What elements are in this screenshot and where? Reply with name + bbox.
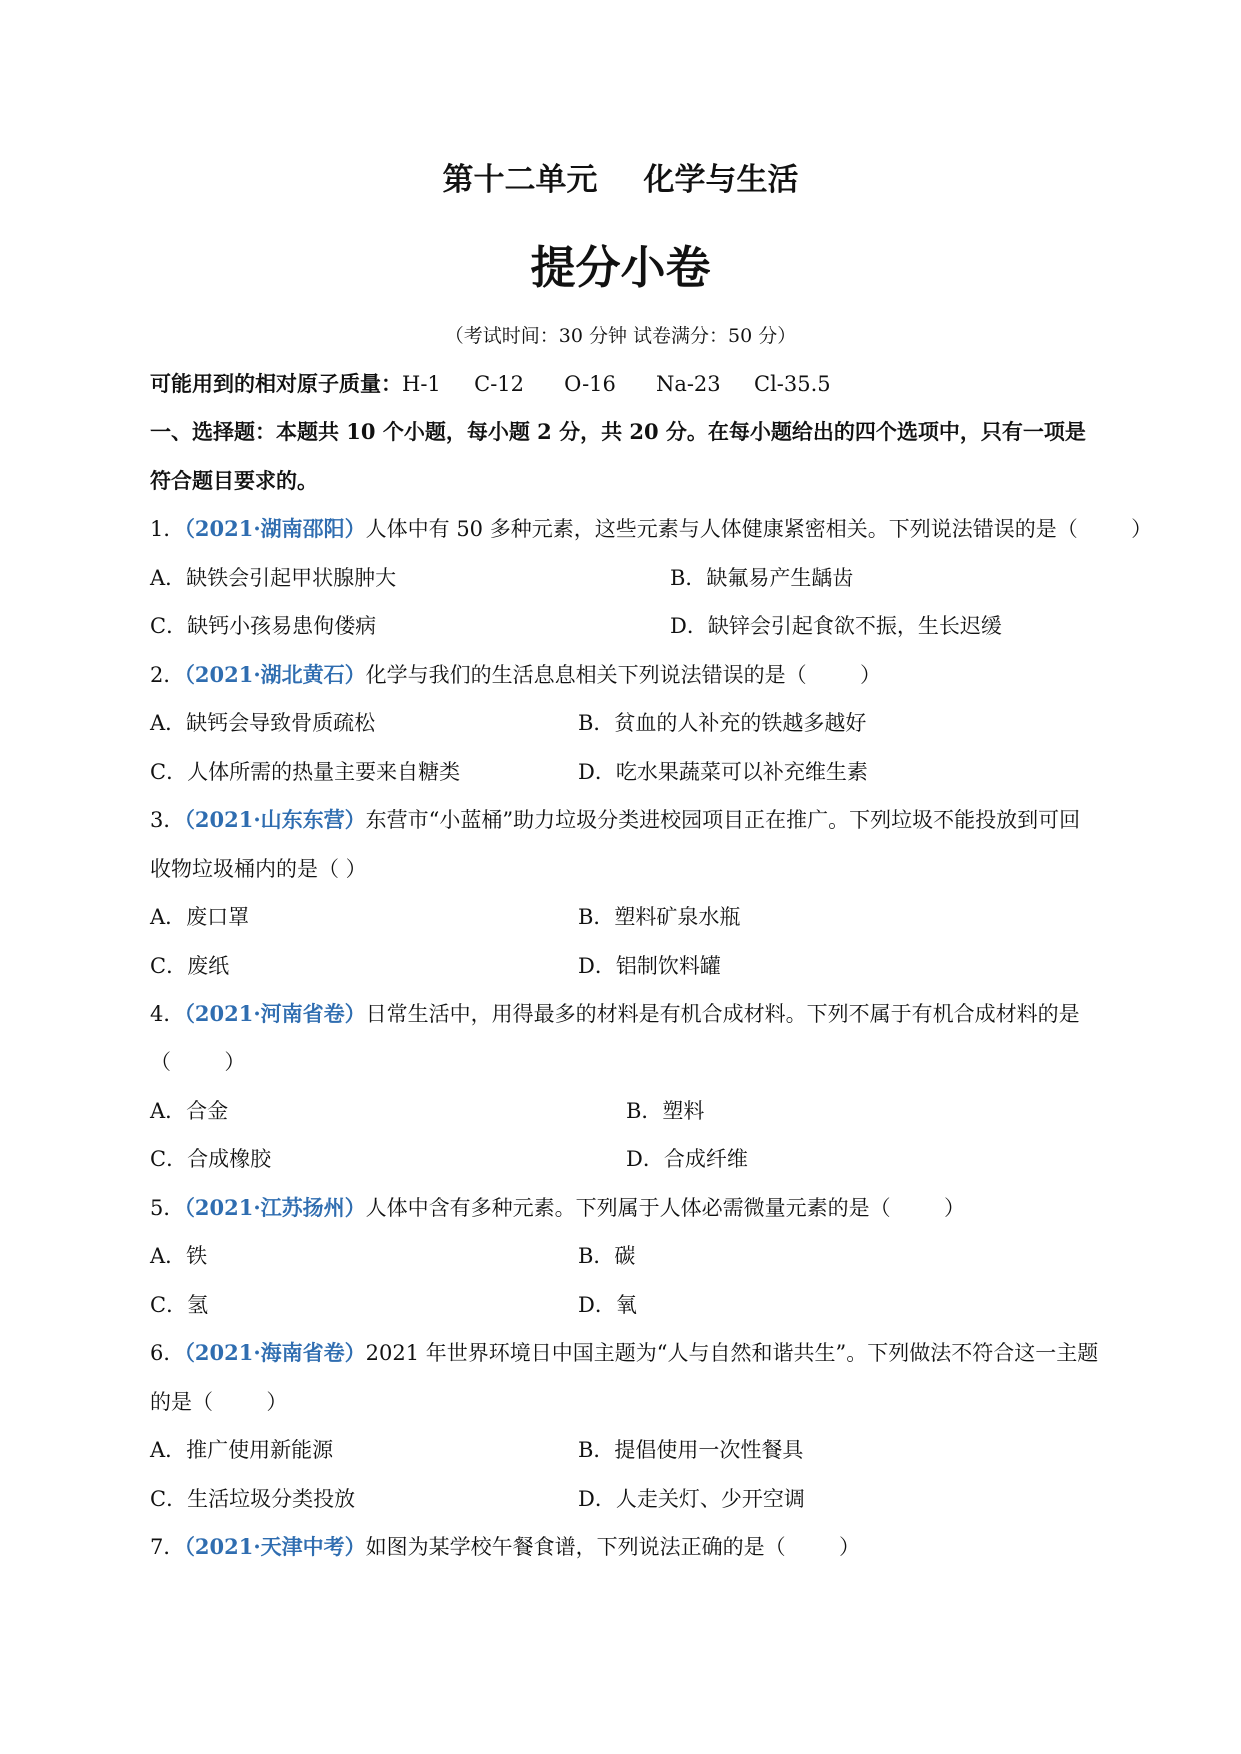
q3-option-d: D．铝制饮料罐 bbox=[578, 954, 721, 978]
question-4 bbox=[150, 1000, 1080, 1028]
question-source: （2021·河南省卷） bbox=[184, 1001, 366, 1026]
question-source: （2021·山东东营） bbox=[184, 807, 366, 832]
question-number: 4． bbox=[150, 1002, 185, 1026]
q1-option-c: C．缺钙小孩易患佝偻病 bbox=[150, 614, 377, 638]
question-source: （2021·海南省卷） bbox=[184, 1340, 366, 1365]
q6-option-b: B．提倡使用一次性餐具 bbox=[578, 1438, 804, 1462]
question-6-continued: 的是（ ） bbox=[150, 1390, 288, 1414]
q6-option-d: D．人走关灯、少开空调 bbox=[578, 1487, 805, 1511]
question-number: 3． bbox=[150, 808, 185, 832]
paper-subtitle: 提分小卷 bbox=[530, 241, 711, 294]
question-text: 化学与我们的生活息息相关下列说法错误的是（ ） bbox=[365, 663, 882, 687]
q4-option-c: C．合成橡胶 bbox=[150, 1147, 272, 1171]
q1-option-d: D．缺锌会引起食欲不振，生长迟缓 bbox=[670, 614, 1002, 638]
section-heading-line1: 一、选择题：本题共 10 个小题，每小题 2 分，共 20 分。在每小题给出的四个选项中，只有一项是 bbox=[150, 419, 1086, 444]
q5-option-a: A．铁 bbox=[150, 1244, 208, 1268]
q4-option-a: A．合金 bbox=[150, 1099, 229, 1123]
question-1 bbox=[150, 515, 1152, 543]
question-text: 东营市“小蓝桶”助力垃圾分类进校园项目正在推广。下列垃圾不能投放到可回 bbox=[365, 808, 1081, 832]
question-7 bbox=[150, 1533, 860, 1561]
question-6 bbox=[150, 1339, 1098, 1367]
exam-info: （考试时间：30 分钟 试卷满分：50 分） bbox=[444, 325, 797, 347]
question-3-continued: 收物垃圾桶内的是（ ） bbox=[150, 857, 367, 881]
atomic-mass-values: H-1 C-12 O-16 Na-23 Cl-35.5 bbox=[402, 372, 831, 396]
question-text: 2021 年世界环境日中国主题为“人与自然和谐共生”。下列做法不符合这一主题 bbox=[365, 1341, 1099, 1365]
question-text: 如图为某学校午餐食谱，下列说法正确的是（ ） bbox=[365, 1535, 861, 1559]
q2-option-a: A．缺钙会导致骨质疏松 bbox=[150, 711, 376, 735]
question-source: （2021·湖南邵阳） bbox=[184, 516, 366, 541]
q5-option-c: C．氢 bbox=[150, 1293, 209, 1317]
question-number: 6． bbox=[150, 1341, 185, 1365]
question-5 bbox=[150, 1194, 965, 1222]
q3-option-b: B．塑料矿泉水瓶 bbox=[578, 905, 741, 929]
q5-option-d: D．氧 bbox=[578, 1293, 637, 1317]
q1-option-b: B．缺氟易产生龋齿 bbox=[670, 566, 854, 590]
q6-option-a: A．推广使用新能源 bbox=[150, 1438, 334, 1462]
q2-option-d: D．吃水果蔬菜可以补充维生素 bbox=[578, 760, 868, 784]
q5-option-b: B．碳 bbox=[578, 1244, 636, 1268]
question-3 bbox=[150, 806, 1080, 834]
question-number: 2． bbox=[150, 663, 185, 687]
question-text: 人体中有 50 多种元素，这些元素与人体健康紧密相关。下列说法错误的是（ ） bbox=[365, 517, 1153, 541]
atomic-mass-label: 可能用到的相对原子质量： bbox=[150, 371, 402, 396]
question-number: 7． bbox=[150, 1535, 185, 1559]
question-text: 人体中含有多种元素。下列属于人体必需微量元素的是（ ） bbox=[365, 1196, 966, 1220]
q3-option-a: A．废口罩 bbox=[150, 905, 250, 929]
question-source: （2021·湖北黄石） bbox=[184, 662, 366, 687]
unit-topic: 化学与生活 bbox=[643, 162, 799, 198]
q6-option-c: C．生活垃圾分类投放 bbox=[150, 1487, 356, 1511]
question-source: （2021·江苏扬州） bbox=[184, 1195, 366, 1220]
question-number: 5． bbox=[150, 1196, 185, 1220]
q2-option-c: C．人体所需的热量主要来自糖类 bbox=[150, 760, 461, 784]
q3-option-c: C．废纸 bbox=[150, 954, 230, 978]
question-source: （2021·天津中考） bbox=[184, 1534, 366, 1559]
question-2 bbox=[150, 661, 881, 689]
section-heading-line2: 符合题目要求的。 bbox=[150, 468, 318, 493]
atomic-mass-line bbox=[150, 370, 831, 398]
question-number: 1． bbox=[150, 517, 185, 541]
q4-option-d: D．合成纤维 bbox=[626, 1147, 748, 1171]
question-4-continued: （ ） bbox=[150, 1050, 246, 1074]
q1-option-a: A．缺铁会引起甲状腺肿大 bbox=[150, 566, 397, 590]
question-text: 日常生活中，用得最多的材料是有机合成材料。下列不属于有机合成材料的是 bbox=[365, 1002, 1080, 1026]
q4-option-b: B．塑料 bbox=[626, 1099, 705, 1123]
q2-option-b: B．贫血的人补充的铁越多越好 bbox=[578, 711, 867, 735]
unit-title bbox=[0, 160, 1241, 200]
unit-number: 第十二单元 bbox=[442, 162, 598, 198]
